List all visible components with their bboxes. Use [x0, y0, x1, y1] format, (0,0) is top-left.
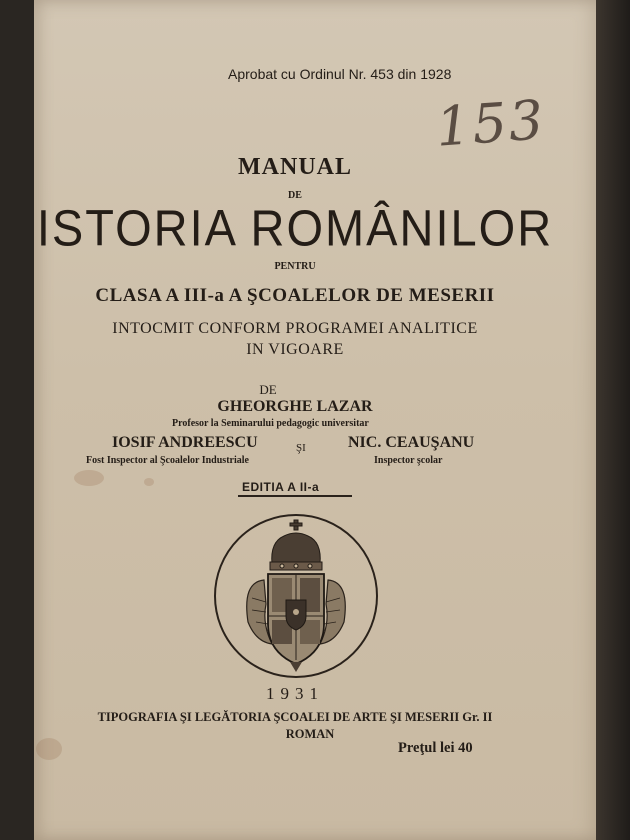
- manual-heading: MANUAL: [238, 154, 352, 180]
- class-line: CLASA A III-a A ŞCOALELOR DE MESERII: [95, 285, 495, 306]
- city-line: ROMAN: [285, 727, 335, 741]
- de-label: DE: [288, 190, 302, 201]
- author-affiliation: Profesor la Seminarului pedagogic universitar: [172, 418, 369, 429]
- paper-stain: [74, 470, 104, 486]
- romanian-coat-of-arms-icon: [212, 512, 380, 680]
- publication-year: 1931: [266, 684, 324, 703]
- compiled-line-2: IN VIGOARE: [246, 341, 344, 358]
- de-label-authors: DE: [259, 382, 277, 397]
- book-title: ISTORIA ROMÂNILOR: [36, 198, 554, 257]
- approval-line: Aprobat cu Ordinul Nr. 453 din 1928: [228, 66, 452, 82]
- edition-label: EDITIA A II-a: [242, 480, 320, 494]
- author-name: IOSIF ANDREESCU: [112, 434, 258, 451]
- author-name: NIC. CEAUŞANU: [348, 434, 475, 451]
- compiled-line-1: INTOCMIT CONFORM PROGRAMEI ANALITICE: [112, 320, 478, 337]
- paper-stain: [144, 478, 154, 486]
- printer-line: TIPOGRAFIA ŞI LEGĂTORIA ŞCOALEI DE ARTE ŞI MESERII Gr. II: [97, 710, 493, 724]
- author-name: GHEORGHE LAZAR: [217, 398, 373, 415]
- author-affiliation: Inspector şcolar: [374, 455, 443, 466]
- price-label: Preţul lei 40: [398, 740, 473, 756]
- handwritten-number: 153: [433, 88, 548, 159]
- conjunction: ŞI: [296, 442, 306, 454]
- background-edge: [596, 0, 630, 840]
- edition-underline: [238, 495, 352, 497]
- pentru-label: PENTRU: [274, 261, 316, 272]
- author-affiliation: Fost Inspector al Şcoalelor Industriale: [86, 455, 249, 466]
